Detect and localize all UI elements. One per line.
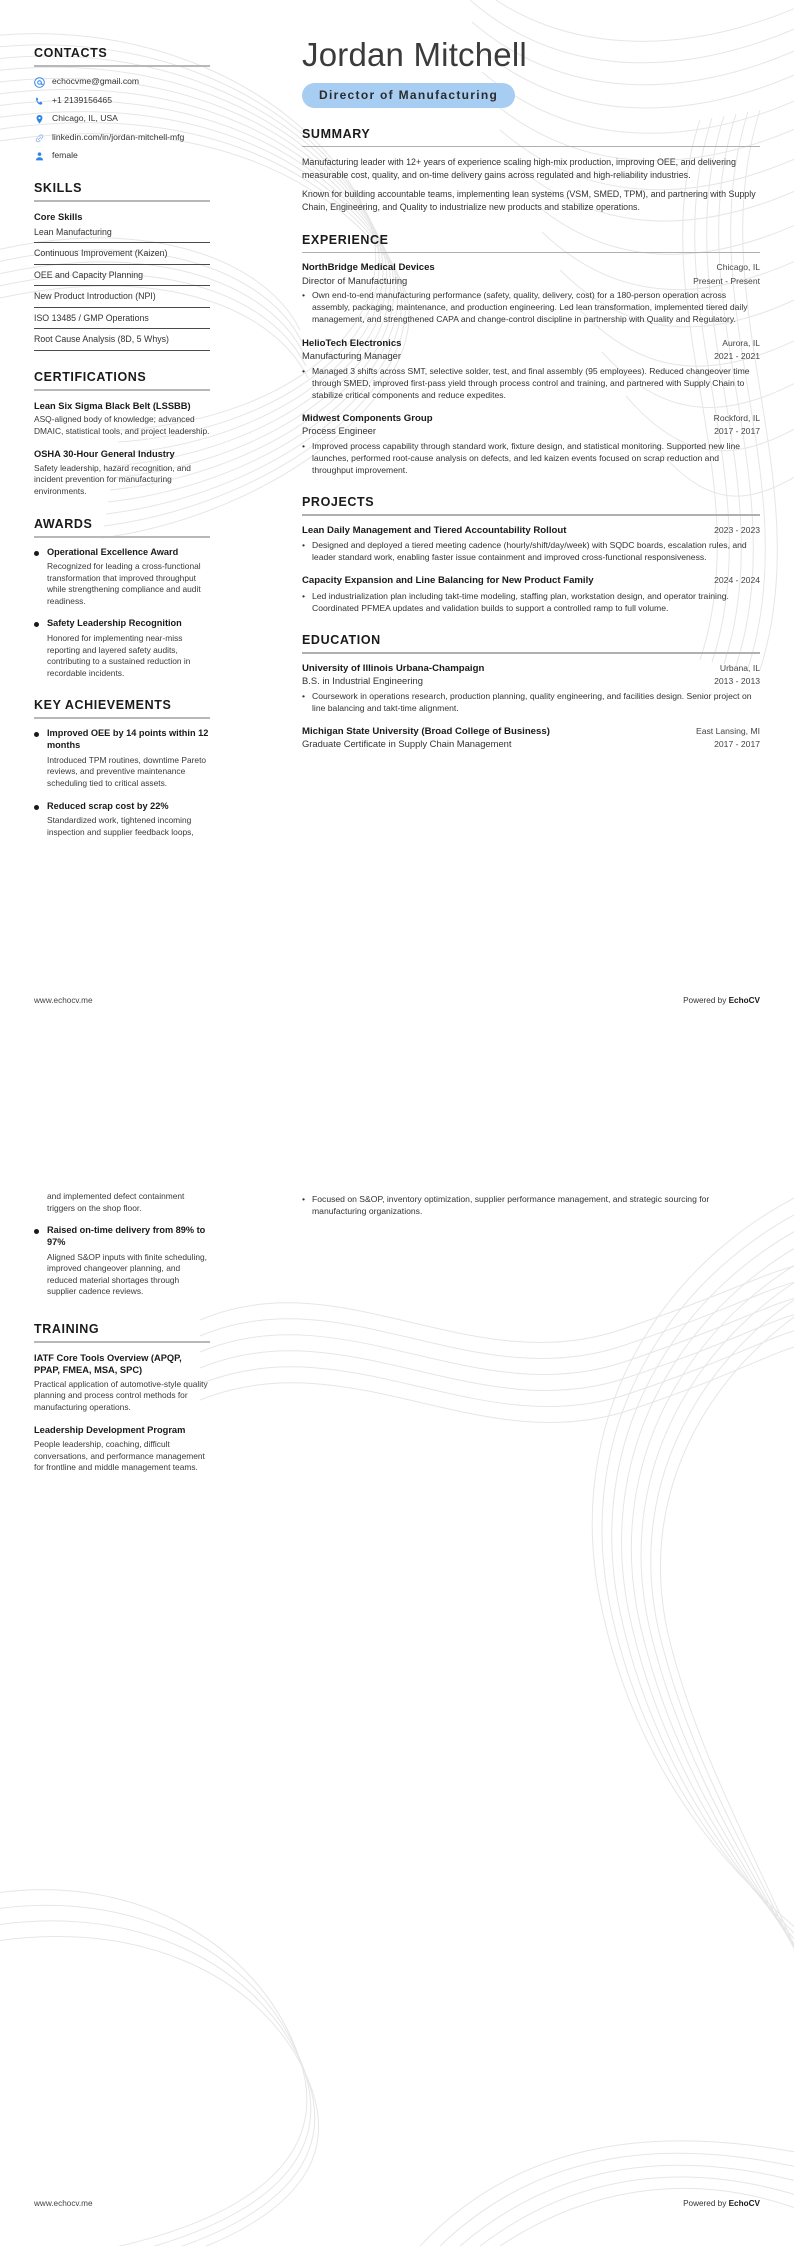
bullet-dot-icon: • — [302, 540, 306, 551]
education-bullet — [302, 690, 760, 714]
key-achievement-item — [34, 1225, 210, 1298]
contact-linkedin-text: linkedin.com/in/jordan-mitchell-mfg — [52, 131, 185, 142]
skills-section — [34, 181, 210, 351]
main-column-continued — [302, 1191, 760, 1219]
certifications-heading: CERTIFICATIONS — [34, 369, 147, 384]
divider — [34, 1341, 210, 1343]
contact-gender — [34, 150, 210, 162]
experience-item — [302, 262, 760, 325]
certification-desc: ASQ-aligned body of knowledge; advanced DMAIC, statistical tools, and project leadership. — [34, 414, 210, 436]
experience-role: Manufacturing Manager — [302, 349, 402, 361]
contact-phone-text: +1 2139156465 — [52, 94, 112, 105]
footer-powered-prefix: Powered by — [683, 2199, 729, 2208]
key-achievements-continued — [34, 1191, 210, 1298]
link-icon — [34, 133, 45, 144]
footer-page-two — [34, 2199, 760, 2208]
summary-section — [302, 127, 760, 214]
person-icon — [34, 151, 45, 162]
contact-location — [34, 113, 210, 125]
project-bullet — [302, 539, 760, 563]
left-sidebar-continued — [34, 1191, 210, 1493]
experience-role: Director of Manufacturing — [302, 274, 408, 286]
training-heading: TRAINING — [34, 1321, 100, 1336]
award-desc: Recognized for leading a cross-functional transformation that improved throughput while strengthening compliance and audit readiness. — [47, 561, 201, 606]
education-school: Michigan State University (Broad College of Business) — [302, 725, 550, 737]
divider — [34, 65, 210, 67]
experience-bullet-text: Improved process capability through standard work, fixture design, and statistical monitoring. Supported new line launches, performed root-cause analysis on defects, and led kaizen events focused on scrap reduction and throughput improvement. — [312, 440, 741, 475]
key-achievement-desc: and implemented defect containment triggers on the shop floor. — [47, 1191, 185, 1213]
skill-item: Lean Manufacturing — [34, 227, 210, 243]
footer-powered-by — [683, 2199, 760, 2208]
key-achievement-item — [34, 728, 210, 789]
certification-desc: Safety leadership, hazard recognition, and incident prevention for manufacturing environments. — [34, 462, 191, 497]
award-title: Operational Excellence Award — [47, 546, 179, 557]
main-column — [302, 38, 760, 763]
skill-item: ISO 13485 / GMP Operations — [34, 313, 210, 329]
experience-heading: EXPERIENCE — [302, 232, 389, 247]
skills-group-title: Core Skills — [34, 211, 83, 222]
experience-bullet-text: Managed 3 shifts across SMT, selective solder, test, and final assembly (95 employees). Reduced changeover time through SMED, improved first-pass yield through process control and training, and partnered with Supply Chain to stabilize critical components and reduce expedites. — [312, 365, 750, 400]
training-title: Leadership Development Program — [34, 1425, 186, 1436]
contact-phone[interactable] — [34, 95, 210, 107]
awards-heading: AWARDS — [34, 516, 93, 531]
summary-heading: SUMMARY — [302, 126, 371, 141]
projects-heading: PROJECTS — [302, 495, 375, 510]
bullet-dot-icon — [34, 805, 39, 810]
contact-email-text: echocvme@gmail.com — [52, 76, 140, 86]
divider — [302, 514, 760, 516]
divider — [302, 146, 760, 148]
project-bullet — [302, 590, 760, 614]
experience-role: Process Engineer — [302, 425, 376, 437]
footer-powered-prefix: Powered by — [683, 996, 729, 1005]
key-achievement-desc: Introduced TPM routines, downtime Pareto reviews, and preventive maintenance scheduling tied to critical assets. — [47, 754, 207, 788]
education-item — [302, 663, 760, 714]
certification-item — [34, 448, 210, 497]
education-school: University of Illinois Urbana-Champaign — [302, 662, 485, 674]
bullet-dot-icon: • — [302, 690, 306, 701]
training-item — [34, 1424, 210, 1473]
education-location: Urbana, IL — [719, 662, 760, 673]
certification-item — [34, 400, 210, 438]
divider — [34, 536, 210, 538]
summary-paragraph: Known for building accountable teams, implementing lean systems (VSM, SMED, TPM), and partnering with Supply Chain, Engineering, and Quality to industrialize new products and stabilize operations. — [302, 188, 756, 212]
footer-site-link[interactable]: www.echocv.me — [34, 2199, 93, 2208]
key-achievement-title: Improved OEE by 14 points within 12 months — [47, 728, 209, 751]
bullet-dot-icon: • — [302, 591, 306, 602]
education-bullet-text: Coursework in operations research, production planning, quality engineering, and facilities design. Senior project on line balancing and takt-time alignment. — [312, 690, 752, 713]
summary-paragraph: Manufacturing leader with 12+ years of experience scaling high-mix production, improving OEE, and delivering measurable cost, quality, and on-time delivery gains across regulated and high-reliability industries. — [302, 157, 736, 181]
skill-item: Continuous Improvement (Kaizen) — [34, 248, 210, 264]
footer-site-link[interactable]: www.echocv.me — [34, 996, 93, 1005]
projects-section — [302, 495, 760, 614]
location-icon — [34, 114, 45, 125]
education-bullet — [302, 1193, 760, 1217]
divider — [34, 200, 210, 202]
experience-section — [302, 233, 760, 476]
experience-location: Rockford, IL — [713, 412, 760, 423]
divider — [34, 717, 210, 719]
project-dates: 2023 - 2023 — [714, 524, 760, 535]
bullet-dot-icon — [34, 551, 39, 556]
contact-location-text: Chicago, IL, USA — [52, 113, 118, 123]
key-achievements-heading: KEY ACHIEVEMENTS — [34, 698, 172, 713]
education-dates: 2017 - 2017 — [714, 739, 760, 750]
divider — [302, 652, 760, 654]
experience-org: NorthBridge Medical Devices — [302, 262, 435, 274]
award-item — [34, 618, 210, 679]
training-title: IATF Core Tools Overview (APQP, PPAP, FMEA, MSA, SPC) — [34, 1352, 182, 1376]
experience-bullet — [302, 365, 760, 401]
key-achievements-section — [34, 698, 210, 838]
experience-dates: 2021 - 2021 — [714, 350, 760, 361]
bullet-dot-icon: • — [302, 440, 306, 451]
key-achievement-title: Reduced scrap cost by 22% — [47, 800, 169, 811]
experience-location: Aurora, IL — [722, 337, 760, 348]
award-desc: Honored for implementing near-miss reporting and layered safety audits, contributing to a sustained reduction in recordable incidents. — [47, 632, 191, 678]
experience-bullet-text: Own end-to-end manufacturing performance (safety, quality, delivery, cost) for a 180-person operation across assembly, packaging, maintenance, and production engineering. Led lean transformation, implemented tiered daily management, and strengthened CAPA and change-control discipline in partnership with Quality and Regulatory. — [312, 290, 748, 325]
contacts-heading: CONTACTS — [34, 46, 108, 60]
education-location: East Lansing, MI — [695, 725, 760, 736]
education-section — [302, 633, 760, 751]
email-icon — [34, 77, 45, 88]
certification-title: Lean Six Sigma Black Belt (LSSBB) — [34, 400, 191, 411]
award-title: Safety Leadership Recognition — [47, 618, 182, 629]
education-heading: EDUCATION — [302, 633, 381, 648]
contacts-section — [34, 46, 210, 162]
bullet-dot-icon: • — [302, 290, 306, 301]
education-degree: B.S. in Industrial Engineering — [302, 675, 423, 687]
page-two — [0, 1123, 794, 2246]
key-achievement-desc: Aligned S&OP inputs with finite scheduling, improved changeover planning, and reduced material shortages through supplier cadence reviews. — [47, 1251, 207, 1297]
experience-dates: Present - Present — [693, 275, 760, 286]
project-item — [302, 575, 760, 614]
awards-section — [34, 517, 210, 680]
key-achievement-title: Raised on-time delivery from 89% to 97% — [47, 1225, 206, 1248]
project-name: Lean Daily Management and Tiered Accountability Rollout — [302, 524, 567, 536]
education-continued — [302, 1193, 760, 1217]
header-block — [302, 38, 760, 108]
project-dates: 2024 - 2024 — [714, 575, 760, 586]
bullet-dot-icon — [34, 622, 39, 627]
contact-gender-text: female — [52, 150, 78, 160]
experience-org: Midwest Components Group — [302, 412, 433, 424]
award-item — [34, 547, 210, 608]
skill-item: New Product Introduction (NPI) — [34, 291, 210, 307]
training-desc: People leadership, coaching, difficult conversations, and performance management for frontline and middle management teams. — [34, 1438, 205, 1473]
contact-email[interactable] — [34, 76, 210, 88]
footer-powered-by — [683, 996, 760, 1005]
left-sidebar — [34, 46, 210, 857]
bullet-dot-icon — [34, 732, 39, 737]
footer-brand: EchoCV — [728, 2199, 760, 2208]
bullet-dot-icon: • — [302, 1194, 306, 1204]
divider — [302, 252, 760, 254]
training-desc: Practical application of automotive-style quality planning and process control methods for manufacturing operations. — [34, 1378, 208, 1412]
certification-title: OSHA 30-Hour General Industry — [34, 449, 175, 460]
page-title: Jordan Mitchell — [302, 36, 527, 73]
training-section — [34, 1322, 210, 1474]
key-achievement-continued-text — [47, 1191, 210, 1214]
experience-dates: 2017 - 2017 — [714, 426, 760, 437]
footer-brand: EchoCV — [728, 996, 760, 1005]
project-item — [302, 525, 760, 564]
education-bullet-text: Focused on S&OP, inventory optimization, supplier performance management, and strategic sourcing for manufacturing organizations. — [312, 1194, 710, 1217]
contact-linkedin[interactable] — [34, 132, 210, 144]
skill-item: OEE and Capacity Planning — [34, 270, 210, 286]
key-achievement-desc: Standardized work, tightened incoming inspection and supplier feedback loops, — [47, 814, 194, 837]
experience-bullet — [302, 289, 760, 325]
education-dates: 2013 - 2013 — [714, 676, 760, 687]
experience-bullet — [302, 440, 760, 476]
project-bullet-text: Led industrialization plan including takt-time modeling, staffing plan, workstation design, and operator training. Coordinated PFMEA updates and validation builds to support a controlled ramp to full volume. — [312, 591, 729, 614]
bullet-dot-icon — [34, 1229, 39, 1234]
divider — [34, 389, 210, 391]
project-name: Capacity Expansion and Line Balancing for New Product Family — [302, 575, 594, 587]
education-degree: Graduate Certificate in Supply Chain Management — [302, 738, 512, 750]
experience-location: Chicago, IL — [716, 262, 760, 273]
skill-item: Root Cause Analysis (8D, 5 Whys) — [34, 334, 210, 350]
certifications-section — [34, 370, 210, 498]
project-bullet-text: Designed and deployed a tiered meeting cadence (hourly/shift/day/week) with SQDC boards, escalation rules, and leader standard work, enabling faster issue containment and improved cross-functional responsiveness. — [312, 540, 747, 563]
bullet-dot-icon: • — [302, 365, 306, 376]
footer-page-one — [34, 996, 760, 1005]
experience-item — [302, 338, 760, 401]
job-title-badge: Director of Manufacturing — [302, 83, 515, 108]
phone-icon — [34, 96, 45, 107]
experience-org: HelioTech Electronics — [302, 337, 402, 349]
training-item — [34, 1352, 210, 1413]
education-item — [302, 726, 760, 751]
key-achievement-item — [34, 801, 210, 839]
skills-heading: SKILLS — [34, 181, 83, 195]
experience-item — [302, 413, 760, 476]
